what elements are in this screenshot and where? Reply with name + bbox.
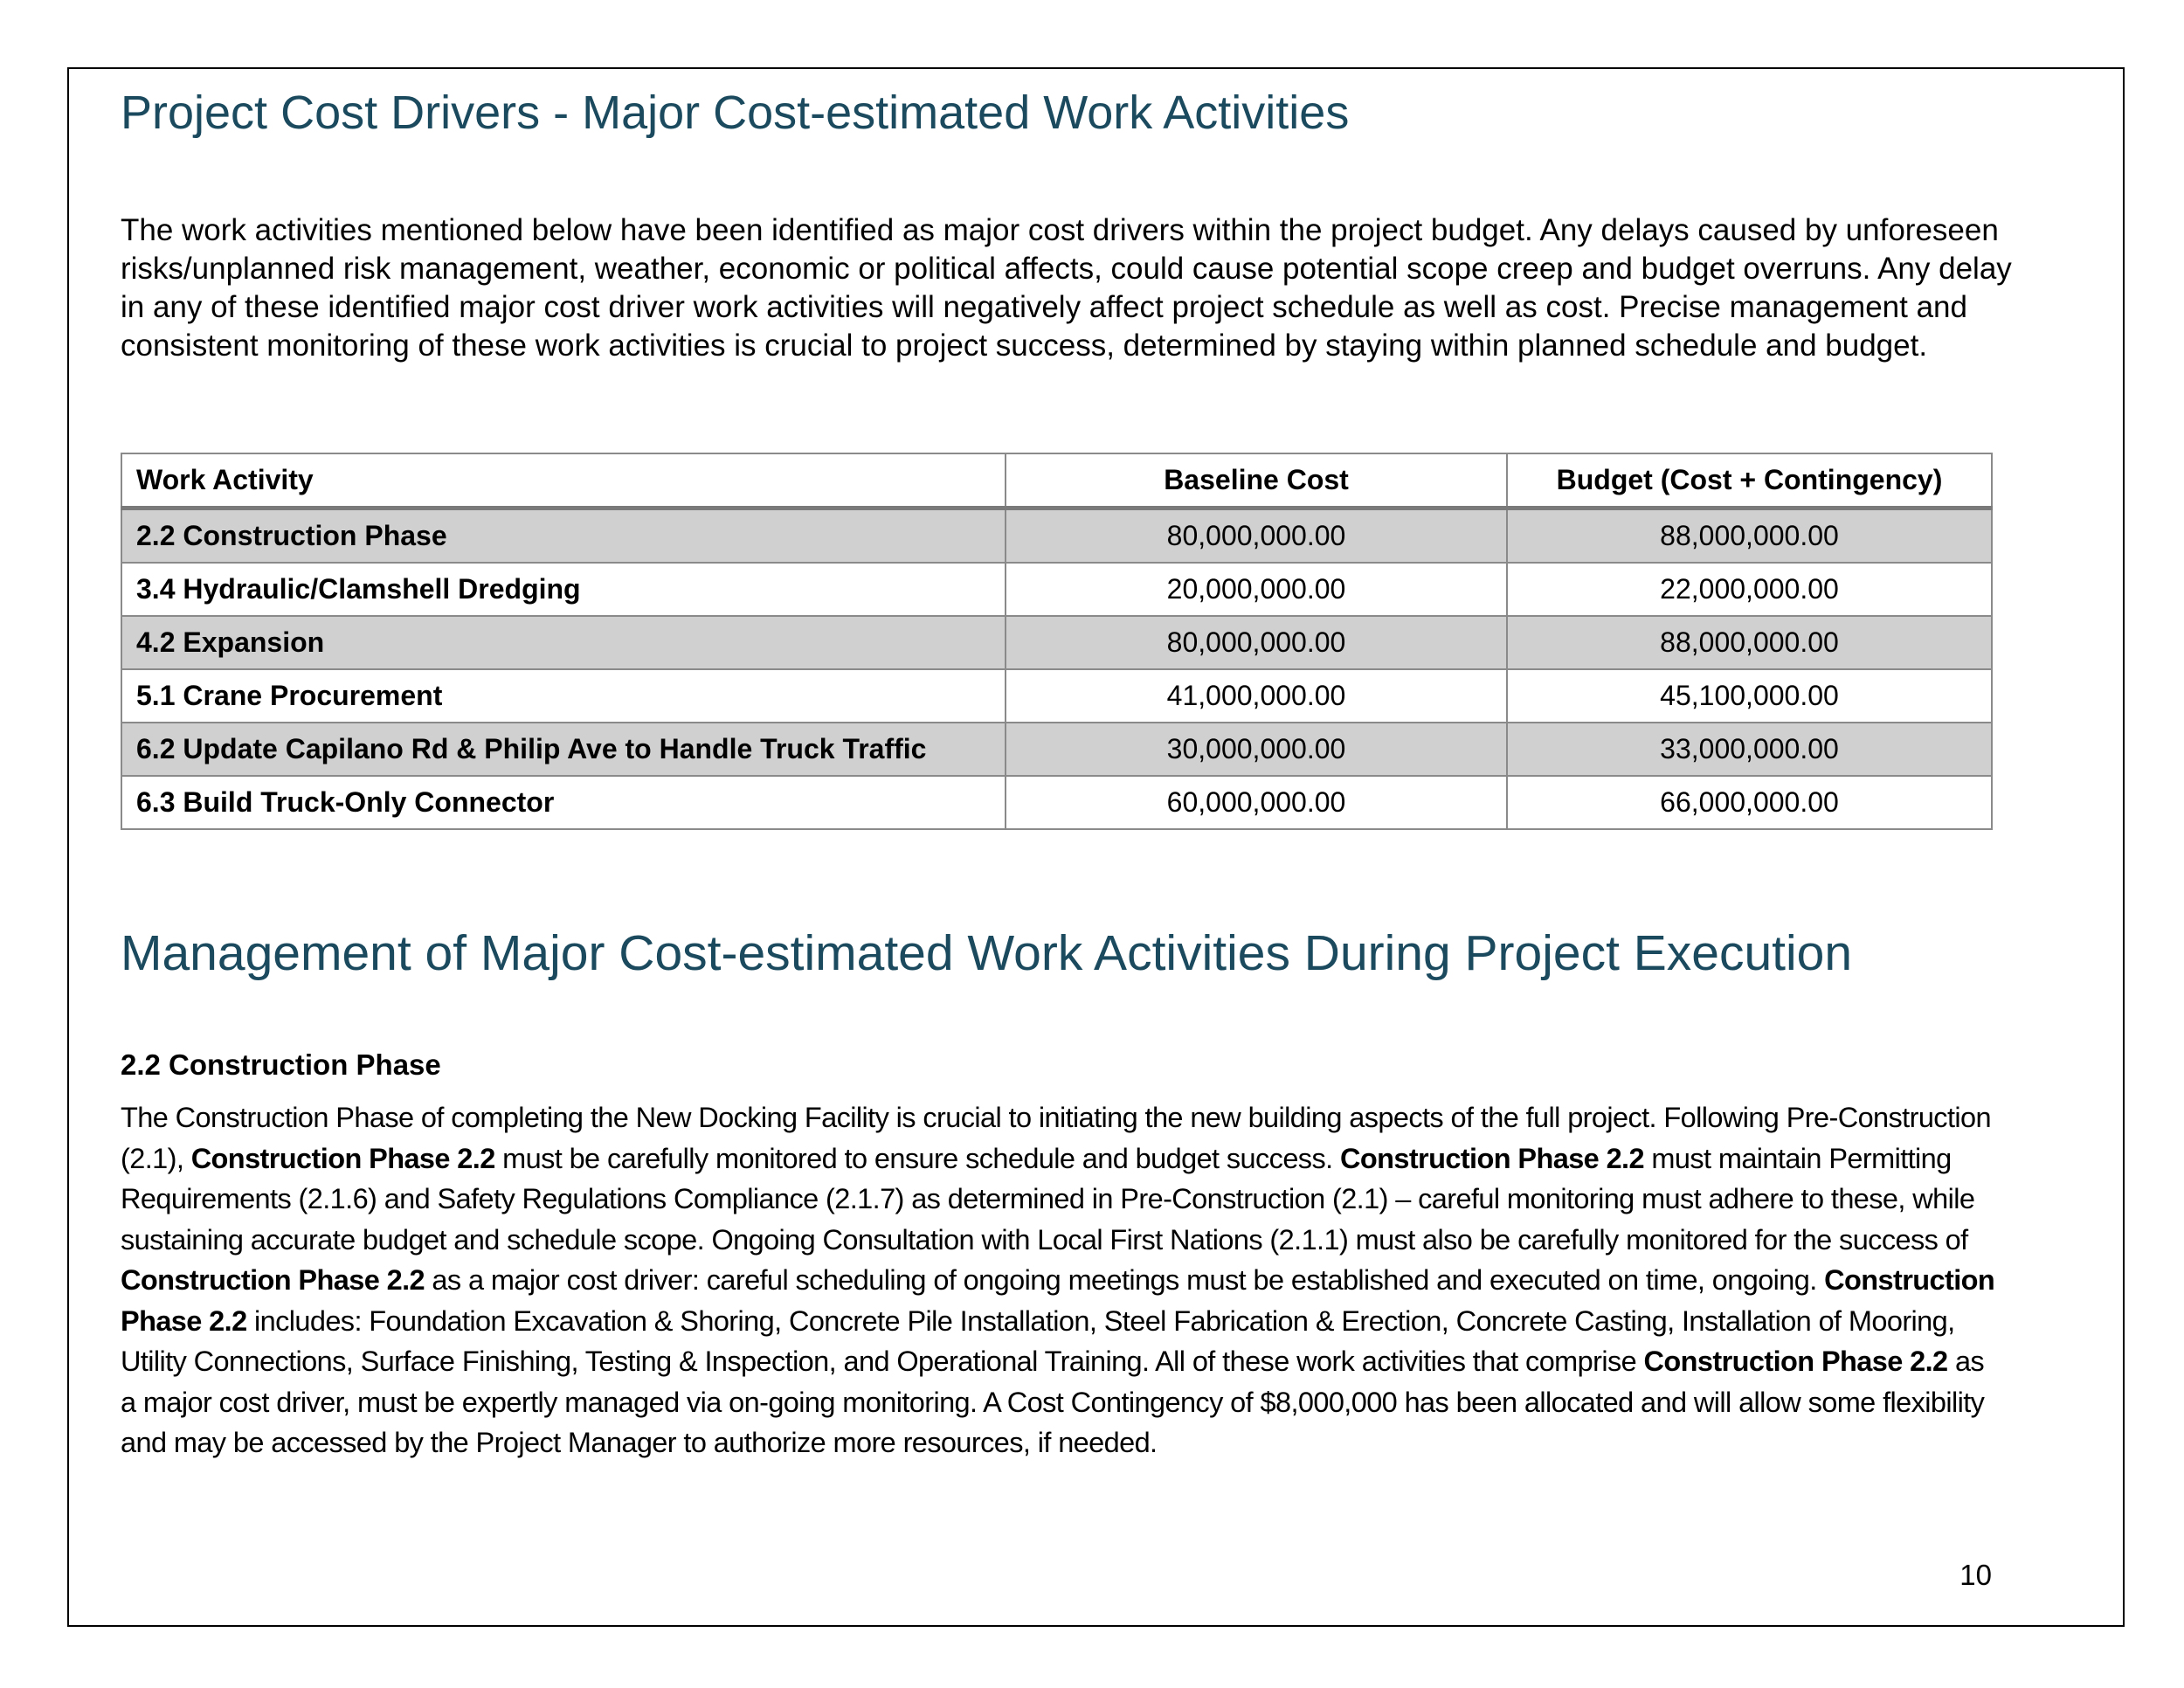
table-header-row bbox=[121, 453, 1992, 508]
intro-paragraph: The work activities mentioned below have been identified as major cost drivers within the project budget. Any delays caused by unforeseen risks/unplanned risk management, weather, economic or political affects, could cause potential scope creep and budget overruns. Any delay in any of these identified major cost driver work activities will negatively affect project schedule as well as cost. Precise management and consistent monitoring of these work activities is crucial to project success, determined by staying within planned schedule and budget. bbox=[121, 213, 2012, 363]
bold-phrase: Construction Phase 2.2 bbox=[1643, 1346, 1948, 1377]
cell-baseline-cost: 20,000,000.00 bbox=[1006, 563, 1507, 616]
cell-baseline-cost: 80,000,000.00 bbox=[1006, 508, 1507, 564]
header-baseline-cost: Baseline Cost bbox=[1006, 453, 1507, 508]
cell-baseline-cost: 80,000,000.00 bbox=[1006, 616, 1507, 669]
cell-budget: 22,000,000.00 bbox=[1507, 563, 1992, 616]
text-segment: includes: Foundation Excavation & Shoring, Concrete Pile Installation, Steel Fabrication & Erection, Concrete Casting, Installation of Mooring, Utility Connections, Surface Finishing, Testing & Inspection, and Operational Training. All of these work activities that comprise bbox=[121, 1304, 1955, 1377]
cell-work-activity: 6.3 Build Truck-Only Connector bbox=[121, 776, 1006, 829]
cell-budget: 45,100,000.00 bbox=[1507, 669, 1992, 723]
text-segment: must maintain Permitting Requirements (2.1.6) and Safety Regulations Compliance (2.1.7) as determined in Pre-Construction (2.1) – careful monitoring must adhere to these, while sustaining accurate budget and schedule scope. Ongoing Consultation with Local First Nations (2.1.1) must also be carefully monitored for the success of bbox=[121, 1142, 1975, 1256]
cell-budget: 88,000,000.00 bbox=[1507, 616, 1992, 669]
page-number: 10 bbox=[1959, 1559, 1992, 1591]
cell-budget: 88,000,000.00 bbox=[1507, 508, 1992, 564]
cell-baseline-cost: 30,000,000.00 bbox=[1006, 723, 1507, 776]
text-segment: The Construction Phase of completing the New Docking Facility is crucial to initiating the new building aspects of the full project. Following Pre-Construction (2.1), bbox=[121, 1102, 1991, 1174]
page-title: Project Cost Drivers - Major Cost-estimated Work Activities bbox=[121, 86, 1350, 139]
cell-work-activity: 2.2 Construction Phase bbox=[121, 508, 1006, 564]
bold-phrase: Construction Phase 2.2 bbox=[121, 1264, 425, 1296]
cell-work-activity: 6.2 Update Capilano Rd & Philip Ave to Handle Truck Traffic bbox=[121, 723, 1006, 776]
cost-drivers-table bbox=[121, 453, 1993, 830]
cell-work-activity: 4.2 Expansion bbox=[121, 616, 1006, 669]
cell-baseline-cost: 41,000,000.00 bbox=[1006, 669, 1507, 723]
bold-phrase: Construction Phase 2.2 bbox=[121, 1264, 1995, 1337]
section-body-paragraph bbox=[121, 1097, 1999, 1463]
text-segment: as a major cost driver: careful scheduling of ongoing meetings must be established and executed on time, ongoing. bbox=[425, 1264, 1825, 1296]
cell-budget: 66,000,000.00 bbox=[1507, 776, 1992, 829]
table-row bbox=[121, 776, 1992, 829]
cell-work-activity: 3.4 Hydraulic/Clamshell Dredging bbox=[121, 563, 1006, 616]
subsection-heading: 2.2 Construction Phase bbox=[121, 1048, 441, 1081]
cell-baseline-cost: 60,000,000.00 bbox=[1006, 776, 1507, 829]
bold-phrase: Construction Phase 2.2 bbox=[1339, 1142, 1644, 1174]
table-row bbox=[121, 669, 1992, 723]
bold-phrase: Construction Phase 2.2 bbox=[190, 1142, 495, 1174]
cell-work-activity: 5.1 Crane Procurement bbox=[121, 669, 1006, 723]
table-row bbox=[121, 616, 1992, 669]
table-row bbox=[121, 723, 1992, 776]
table-row bbox=[121, 563, 1992, 616]
section-heading: Management of Major Cost-estimated Work Activities During Project Execution bbox=[121, 925, 1853, 981]
cell-budget: 33,000,000.00 bbox=[1507, 723, 1992, 776]
text-segment: as a major cost driver, must be expertly managed via on-going monitoring. A Cost Contingency of $8,000,000 has been allocated and will allow some flexibility and may be accessed by the Project Manager to authorize more resources, if needed. bbox=[121, 1346, 1985, 1458]
header-budget: Budget (Cost + Contingency) bbox=[1507, 453, 1992, 508]
header-work-activity: Work Activity bbox=[121, 453, 1006, 508]
table-row bbox=[121, 508, 1992, 564]
text-segment: must be carefully monitored to ensure schedule and budget success. bbox=[494, 1142, 1340, 1174]
